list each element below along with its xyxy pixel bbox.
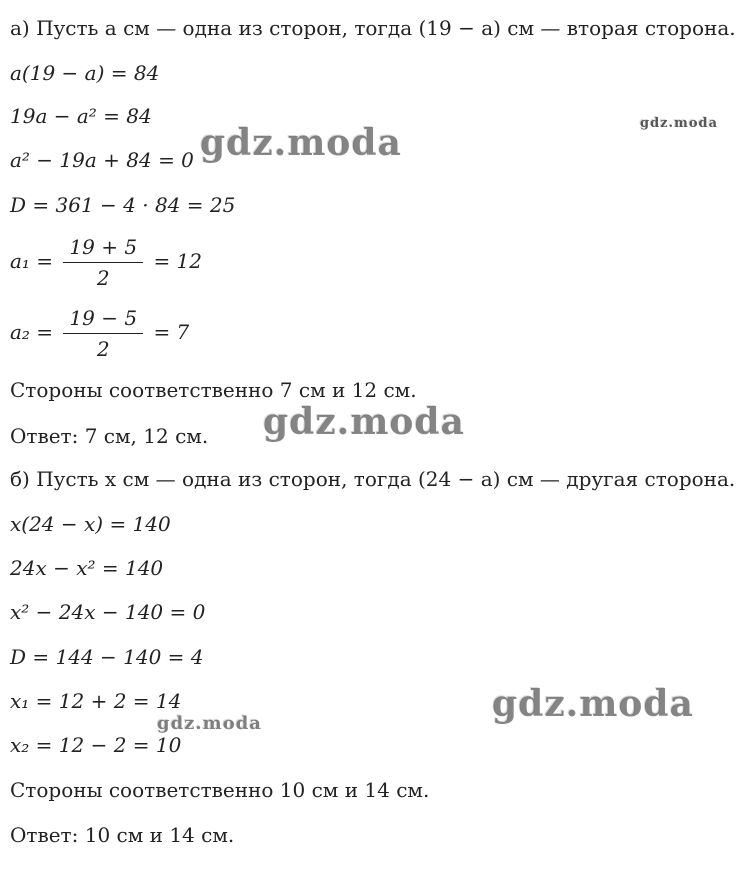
root-2-denominator: 2 (96, 337, 110, 361)
root-2-fraction (63, 305, 143, 362)
part-b-intro: б) Пусть x см — одна из сторон, тогда (24 − a) см — другая сторона. (10, 467, 736, 491)
part-b-equation-1: x(24 − x) = 140 (10, 512, 171, 536)
watermark-logo: gdz.moda (640, 116, 719, 131)
part-a-answer: Ответ: 7 см, 12 см. (10, 424, 209, 448)
part-b-sides: Стороны соответственно 10 см и 14 см. (10, 778, 430, 802)
part-b-root-1: x₁ = 12 + 2 = 14 (10, 689, 182, 713)
watermark-logo: gdz.moda (492, 683, 694, 725)
part-a-root-2 (10, 305, 189, 362)
part-a-equation-1: a(19 − a) = 84 (10, 61, 160, 85)
part-a-sides: Стороны соответственно 7 см и 12 см. (10, 378, 417, 402)
root-1-rhs: = 12 (153, 249, 203, 273)
part-b-equation-2: 24x − x² = 140 (10, 556, 164, 580)
watermark-logo: gdz.moda (157, 713, 262, 734)
part-a-root-1 (10, 234, 202, 291)
watermark-logo: gdz.moda (263, 401, 465, 443)
root-1-numerator: 19 + 5 (63, 234, 143, 263)
watermark-logo: gdz.moda (200, 122, 402, 164)
part-b-discriminant: D = 144 − 140 = 4 (10, 645, 204, 669)
root-1-denominator: 2 (96, 266, 110, 290)
root-1-lhs: a₁ = (10, 249, 54, 273)
part-a-equation-3: a² − 19a + 84 = 0 (10, 148, 194, 172)
part-a-intro: а) Пусть a см — одна из сторон, тогда (19 − a) см — вторая сторона. (10, 16, 736, 40)
part-a-equation-2: 19a − a² = 84 (10, 104, 152, 128)
part-b-answer: Ответ: 10 см и 14 см. (10, 823, 235, 847)
root-2-numerator: 19 − 5 (63, 305, 143, 334)
root-1-fraction (63, 234, 143, 291)
root-2-rhs: = 7 (153, 320, 190, 344)
part-a-discriminant: D = 361 − 4 · 84 = 25 (10, 193, 236, 217)
root-2-lhs: a₂ = (10, 320, 54, 344)
part-b-root-2: x₂ = 12 − 2 = 10 (10, 733, 182, 757)
part-b-equation-3: x² − 24x − 140 = 0 (10, 600, 206, 624)
